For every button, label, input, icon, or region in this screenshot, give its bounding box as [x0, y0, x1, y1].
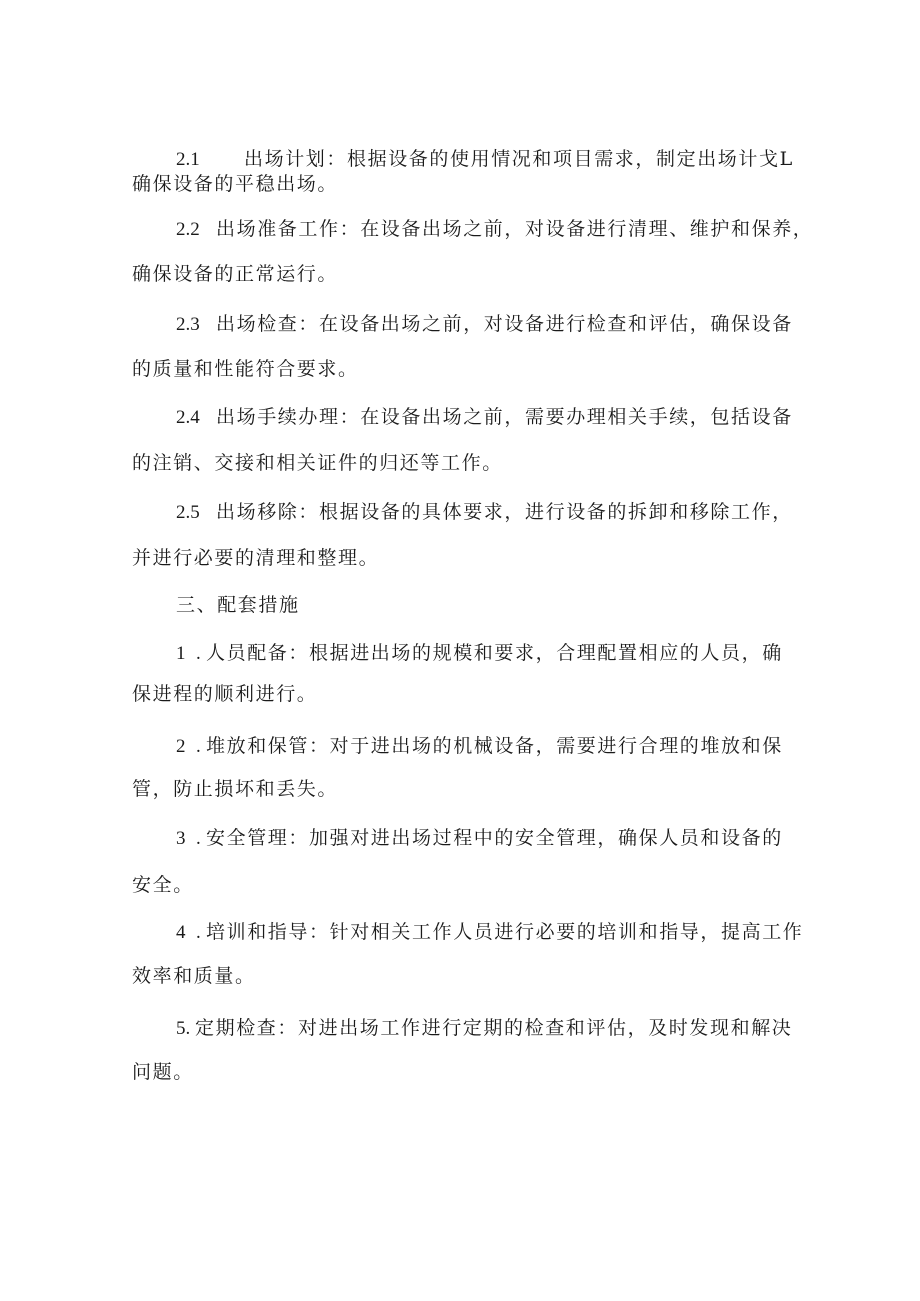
paragraph-text: 出场手续办理：在设备出场之前，需要办理相关手续，包括设备	[216, 406, 793, 428]
measure-text-continued: 安全。	[132, 874, 194, 896]
measure-text-continued: 效率和质量。	[132, 965, 256, 987]
paragraph-text-continued: 并进行必要的清理和整理。	[132, 547, 380, 569]
measure-text: 培训和指导：针对相关工作人员进行必要的培训和指导，提高工作	[206, 921, 804, 943]
paragraph-text-continued: 的质量和性能符合要求。	[132, 358, 359, 380]
paragraph-number: 2.5	[176, 502, 200, 523]
measure-number: 3	[176, 828, 186, 849]
measure-number: 1	[176, 643, 186, 664]
paragraph-number: 2.2	[176, 219, 200, 240]
measure-number: 4	[176, 922, 186, 943]
paragraph-text-continued: 的注销、交接和相关证件的归还等工作。	[132, 452, 503, 474]
paragraph-number: 2.4	[176, 407, 200, 428]
measure-text: 人员配备：根据进出场的规模和要求，合理配置相应的人员，确	[206, 642, 783, 664]
measure-text-continued: 问题。	[132, 1061, 194, 1083]
measure-separator: .	[196, 736, 201, 757]
measure-text: 定期检查：对进出场工作进行定期的检查和评估，及时发现和解决	[195, 1017, 793, 1039]
measure-number: 2	[176, 736, 186, 757]
paragraph-number: 2.1	[176, 149, 200, 170]
paragraph-number: 2.3	[176, 314, 200, 335]
measure-number: 5.	[176, 1018, 191, 1039]
paragraph-text-continued: 确保设备的正常运行。	[132, 263, 339, 285]
measure-text-continued: 管，防止损坏和丢失。	[132, 778, 339, 800]
measure-separator: .	[196, 828, 201, 849]
paragraph-text: 出场移除：根据设备的具体要求，进行设备的拆卸和移除工作，	[216, 501, 793, 523]
measure-text: 堆放和保管：对于进出场的机械设备，需要进行合理的堆放和保	[206, 735, 783, 757]
paragraph-text: 出场检查：在设备出场之前，对设备进行检查和评估，确保设备	[216, 313, 793, 335]
paragraph-text: 出场准备工作：在设备出场之前，对设备进行清理、维护和保养，	[216, 218, 814, 240]
measure-text-continued: 保进程的顺利进行。	[132, 683, 318, 705]
measure-separator: .	[196, 922, 201, 943]
measure-text: 安全管理：加强对进出场过程中的安全管理，确保人员和设备的	[206, 827, 783, 849]
paragraph-text-continued: 确保设备的平稳出场。	[132, 173, 339, 195]
measure-separator: .	[196, 643, 201, 664]
paragraph-text: 出场计划：根据设备的使用情况和项目需求，制定出场计戈L	[244, 148, 794, 170]
section-heading-text: 三、配套措施	[176, 594, 300, 616]
